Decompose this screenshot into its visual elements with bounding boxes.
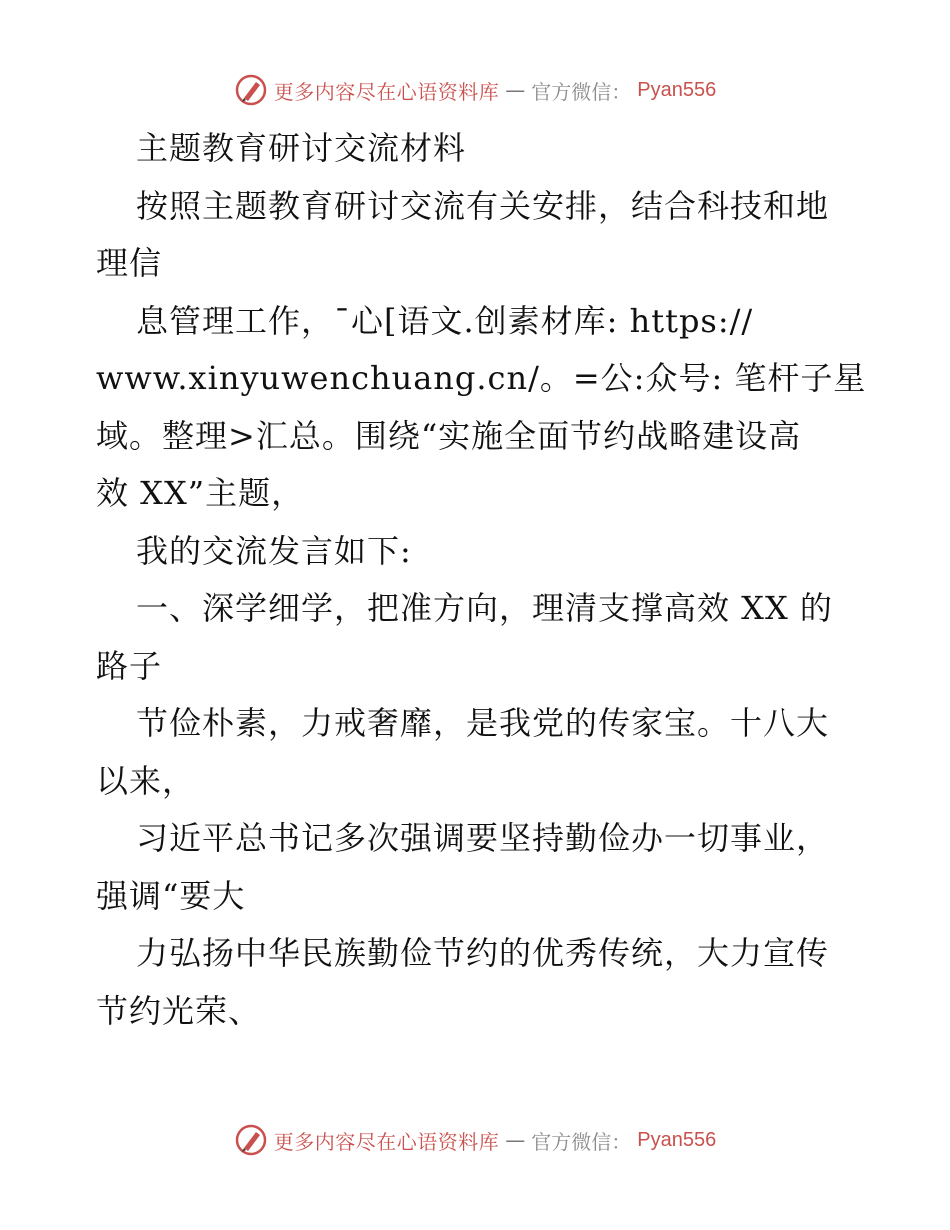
paragraph-line: 理信 xyxy=(96,244,163,282)
banner-wechat-label: 官方微信： xyxy=(531,79,632,104)
banner-wechat-label: 官方微信： xyxy=(531,1129,632,1154)
paragraph-line: 我的交流发言如下: xyxy=(136,531,412,570)
banner-wechat-id: Pyan556 xyxy=(637,78,717,101)
banner-text: 更多内容尽在心语资料库 xyxy=(273,79,500,104)
banner-separator: — xyxy=(505,78,526,102)
paragraph-line: www.xinyuwenchuang.cn/。=公:众号: 笔杆子星 xyxy=(96,359,867,397)
section-heading: 路子 xyxy=(96,646,163,685)
document-title: 主题教育研讨交流材料 xyxy=(136,129,467,167)
paragraph-line: 节俭朴素，力戒奢靡，是我党的传家宝。十八大 xyxy=(136,704,830,742)
header-banner xyxy=(0,70,950,110)
paragraph-line: 习近平总书记多次强调要坚持勤俭办一切事业， xyxy=(136,819,830,857)
paragraph-line: 按照主题教育研讨交流有关安排，结合科技和地 xyxy=(136,186,830,225)
pen-logo-icon xyxy=(234,1123,268,1157)
paragraph-line: 力弘扬中华民族勤俭节约的优秀传统，大力宣传 xyxy=(136,934,830,972)
pen-logo-icon xyxy=(234,73,268,107)
footer-banner xyxy=(0,1120,950,1160)
paragraph-line: 强调“要大 xyxy=(96,876,246,915)
banner-separator: — xyxy=(505,1128,526,1152)
paragraph-line: 息管理工作，¯心[语文.创素材库: https:// xyxy=(136,301,754,340)
banner-text: 更多内容尽在心语资料库 xyxy=(273,1129,500,1154)
document-body xyxy=(96,120,867,1040)
paragraph-line: 效 XX”主题， xyxy=(96,474,305,512)
section-heading: 一、深学细学，把准方向，理清支撑高效 XX 的 xyxy=(136,589,833,627)
paragraph-line: 节约光荣、 xyxy=(96,991,262,1030)
banner-wechat-id: Pyan556 xyxy=(637,1128,717,1151)
paragraph-line: 域。整理>汇总。围绕“实施全面节约战略建设高 xyxy=(96,416,802,455)
paragraph-line: 以来， xyxy=(96,761,196,800)
